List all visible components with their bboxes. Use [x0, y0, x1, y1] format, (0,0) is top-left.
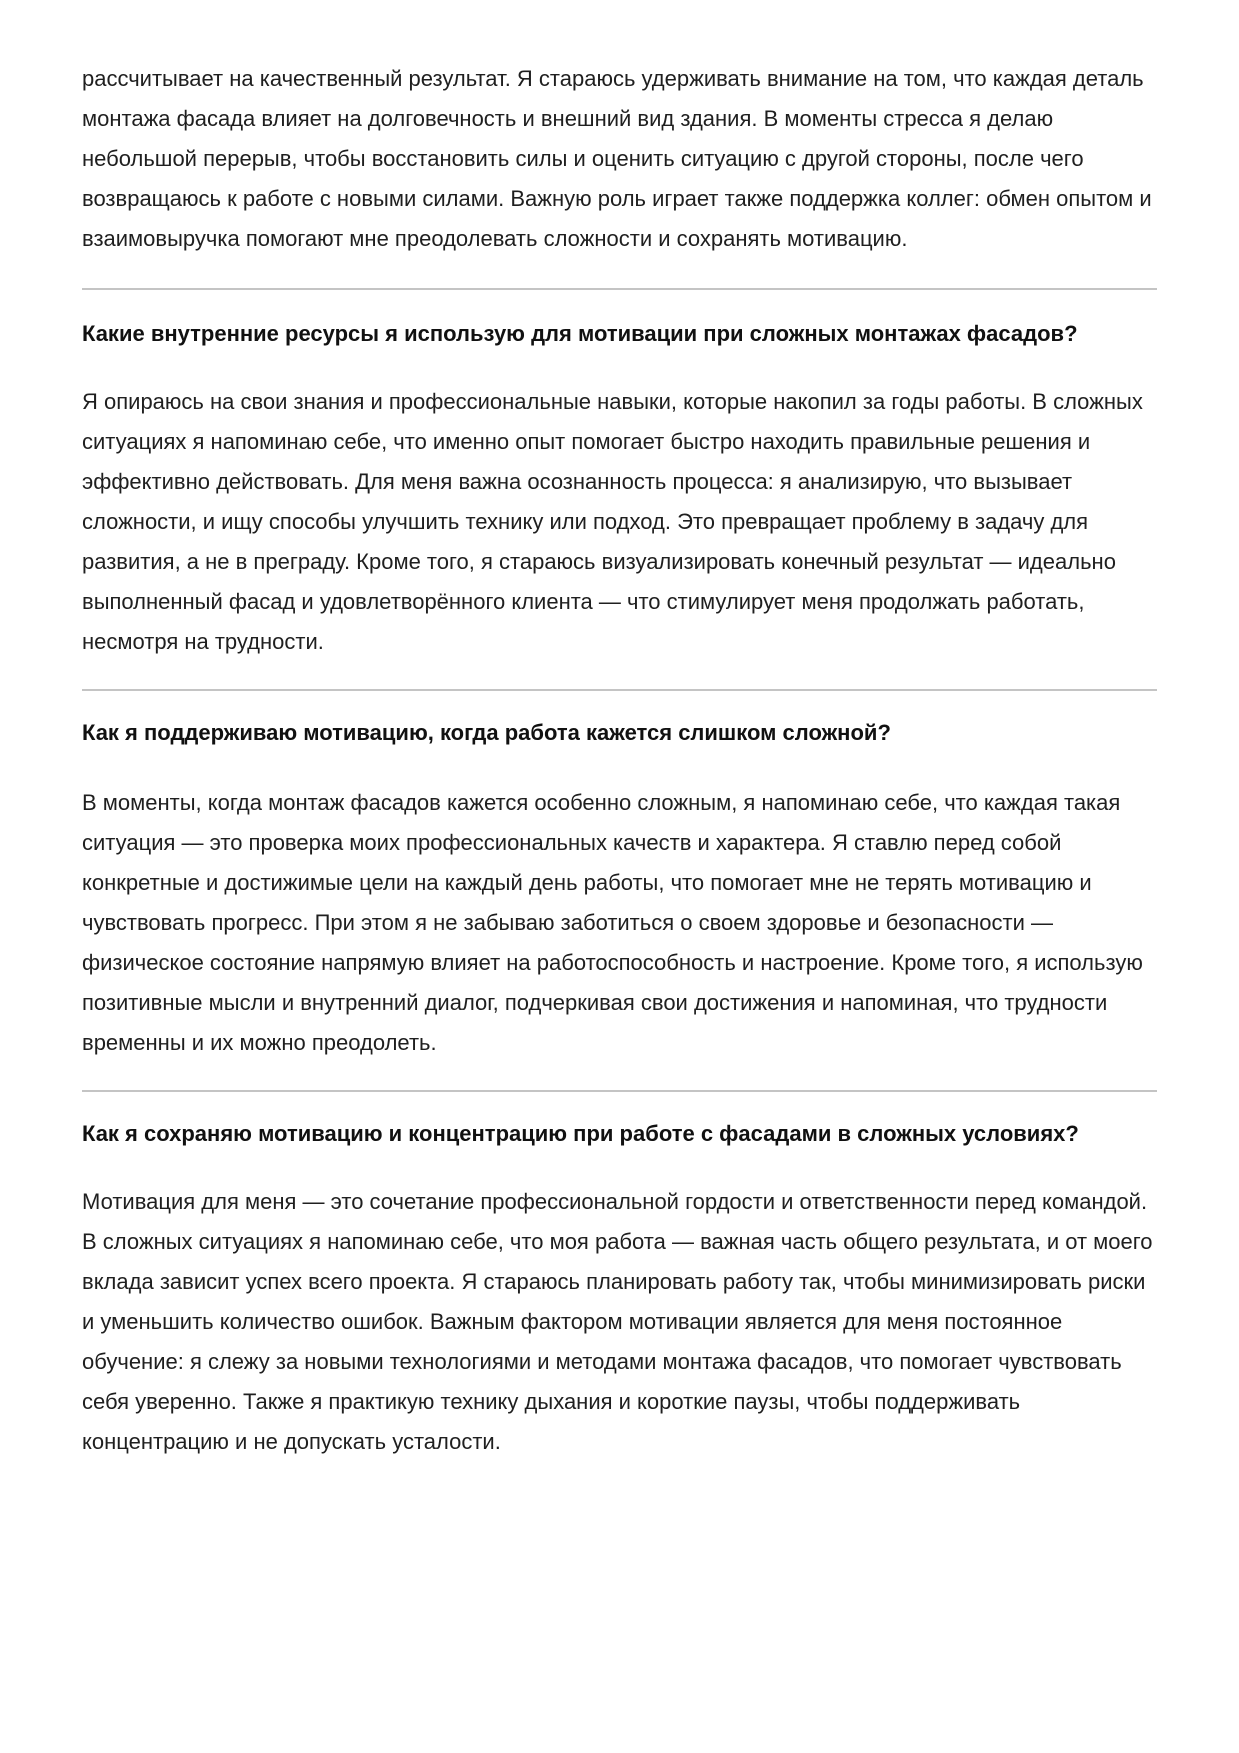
faq-section-2 [82, 689, 1157, 1063]
section-heading: Как я сохраняю мотивацию и концентрацию при работе с фасадами в сложных условиях? [82, 1121, 1079, 1146]
faq-section-3 [82, 1090, 1157, 1462]
section-divider [82, 689, 1157, 691]
section-body: Я опираюсь на свои знания и профессиональные навыки, которые накопил за годы работы. В сложных ситуациях я напоминаю себе, что именно опыт помогает быстро находить правильные решения и эффективно действовать. Для меня важна осознанность процесса: я анализирую, что вызывает сложности, и ищу способы улучшить технику или подход. Это превращает проблему в задачу для развития, а не в преграду. Кроме того, я стараюсь визуализировать конечный результат — идеально выполненный фасад и удовлетворённого клиента — что стимулирует меня продолжать работать, несмотря на трудности. [82, 389, 1143, 654]
section-heading: Какие внутренние ресурсы я использую для мотивации при сложных монтажах фасадов? [82, 321, 1078, 346]
section-body: Мотивация для меня — это сочетание профессиональной гордости и ответственности перед командой. В сложных ситуациях я напоминаю себе, что моя работа — важная часть общего результата, и от моего вклада зависит успех всего проекта. Я стараюсь планировать работу так, чтобы минимизировать риски и уменьшить количество ошибок. Важным фактором мотивации является для меня постоянное обучение: я слежу за новыми технологиями и методами монтажа фасадов, что помогает чувствовать себя уверенно. Также я практикую технику дыхания и короткие паузы, чтобы поддерживать концентрацию и не допускать усталости. [82, 1189, 1153, 1454]
intro-paragraph: рассчитывает на качественный результат. Я стараюсь удерживать внимание на том, что каждая деталь монтажа фасада влияет на долговечность и внешний вид здания. В моменты стресса я делаю небольшой перерыв, чтобы восстановить силы и оценить ситуацию с другой стороны, после чего возвращаюсь к работе с новыми силами. Важную роль играет также поддержка коллег: обмен опытом и взаимовыручка помогают мне преодолевать сложности и сохранять мотивацию. [82, 66, 1152, 251]
section-body: В моменты, когда монтаж фасадов кажется особенно сложным, я напоминаю себе, что каждая такая ситуация — это проверка моих профессиональных качеств и характера. Я ставлю перед собой конкретные и достижимые цели на каждый день работы, что помогает мне не терять мотивацию и чувствовать прогресс. При этом я не забываю заботиться о своем здоровье и безопасности — физическое состояние напрямую влияет на работоспособность и настроение. Кроме того, я использую позитивные мысли и внутренний диалог, подчеркивая свои достижения и напоминая, что трудности временны и их можно преодолеть. [82, 790, 1143, 1055]
section-heading: Как я поддерживаю мотивацию, когда работа кажется слишком сложной? [82, 720, 891, 745]
faq-section-1 [82, 288, 1157, 662]
section-divider [82, 288, 1157, 290]
section-divider [82, 1090, 1157, 1092]
